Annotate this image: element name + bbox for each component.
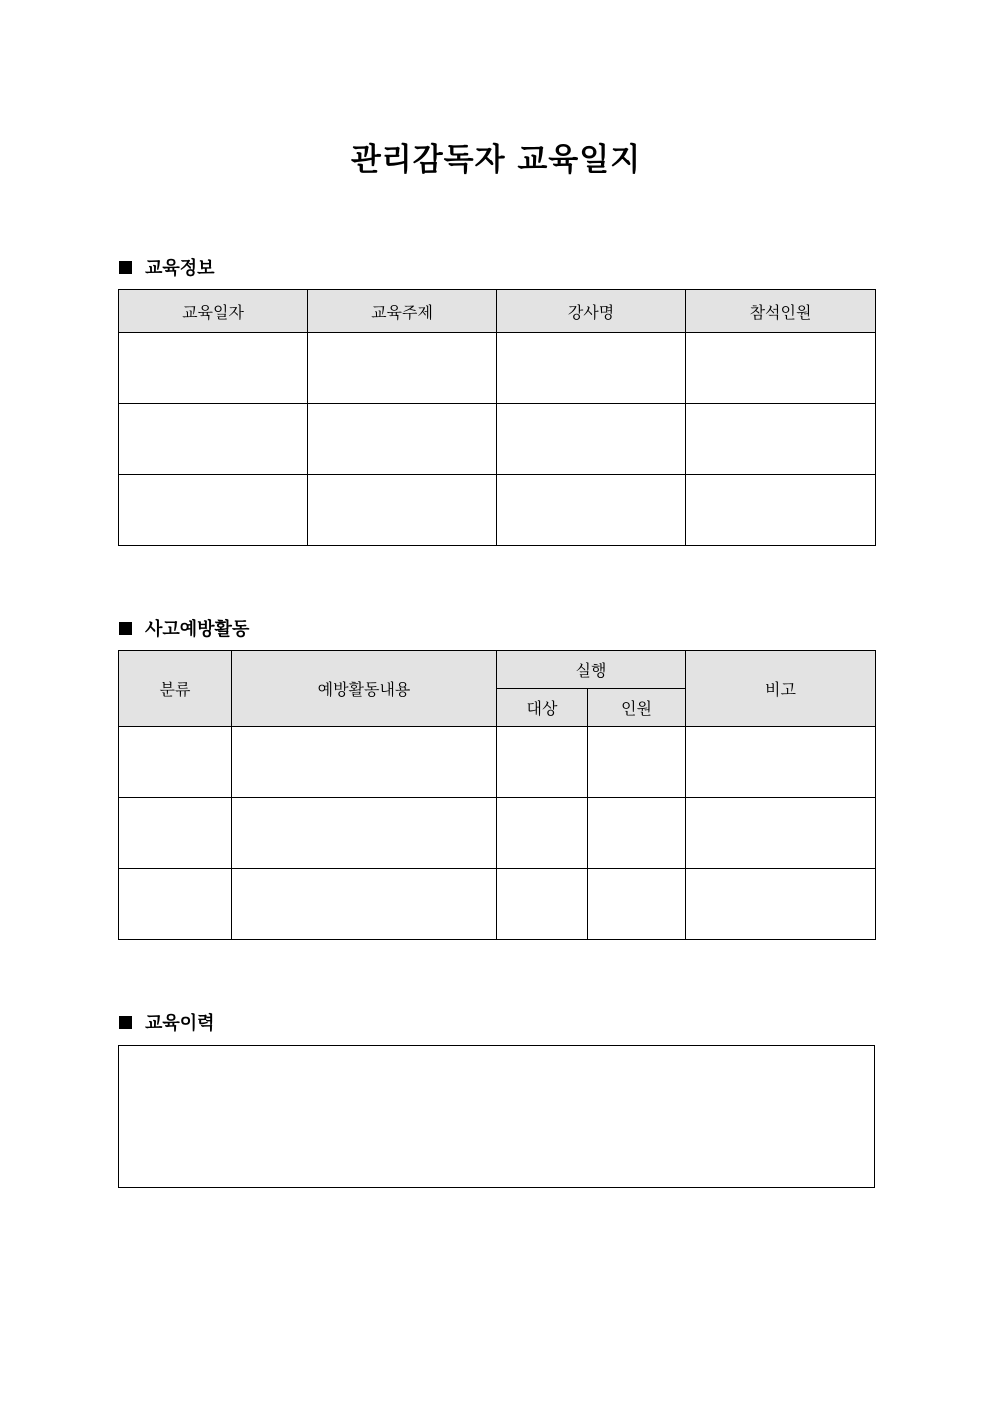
education-date-cell[interactable] bbox=[119, 404, 308, 475]
table-row bbox=[119, 727, 876, 798]
section-heading-education-info bbox=[119, 254, 215, 280]
accident-prevention-table bbox=[118, 650, 876, 940]
column-header-target: 대상 bbox=[497, 689, 588, 727]
table-header-row bbox=[119, 290, 876, 333]
prevention-content-cell[interactable] bbox=[232, 798, 497, 869]
section-title: 사고예방활동 bbox=[145, 619, 250, 640]
square-bullet-icon bbox=[119, 622, 132, 635]
page-title: 관리감독자 교육일지 bbox=[350, 142, 642, 178]
target-cell[interactable] bbox=[497, 798, 588, 869]
column-header-instructor: 강사명 bbox=[497, 290, 686, 333]
prevention-content-cell[interactable] bbox=[232, 727, 497, 798]
column-header-education-topic: 교육주제 bbox=[308, 290, 497, 333]
personnel-cell[interactable] bbox=[588, 798, 686, 869]
column-header-education-date: 교육일자 bbox=[119, 290, 308, 333]
education-topic-cell[interactable] bbox=[308, 333, 497, 404]
attendees-cell[interactable] bbox=[686, 475, 876, 546]
personnel-cell[interactable] bbox=[588, 869, 686, 940]
instructor-cell[interactable] bbox=[497, 404, 686, 475]
education-info-table bbox=[118, 289, 876, 546]
column-header-execution: 실행 bbox=[497, 651, 686, 689]
attendees-cell[interactable] bbox=[686, 404, 876, 475]
prevention-content-cell[interactable] bbox=[232, 869, 497, 940]
category-cell[interactable] bbox=[119, 869, 232, 940]
section-heading-education-history bbox=[119, 1009, 215, 1035]
section-heading-accident-prevention bbox=[119, 615, 249, 641]
target-cell[interactable] bbox=[497, 727, 588, 798]
instructor-cell[interactable] bbox=[497, 333, 686, 404]
table-row bbox=[119, 333, 876, 404]
attendees-cell[interactable] bbox=[686, 333, 876, 404]
column-header-personnel: 인원 bbox=[588, 689, 686, 727]
column-header-prevention-content: 예방활동내용 bbox=[232, 651, 497, 727]
square-bullet-icon bbox=[119, 261, 132, 274]
category-cell[interactable] bbox=[119, 727, 232, 798]
target-cell[interactable] bbox=[497, 869, 588, 940]
section-title: 교육이력 bbox=[145, 1013, 215, 1034]
column-header-remarks: 비고 bbox=[686, 651, 876, 727]
table-header-row bbox=[119, 651, 876, 689]
section-title: 교육정보 bbox=[145, 258, 215, 279]
education-date-cell[interactable] bbox=[119, 333, 308, 404]
square-bullet-icon bbox=[119, 1016, 132, 1029]
table-row bbox=[119, 869, 876, 940]
education-date-cell[interactable] bbox=[119, 475, 308, 546]
education-topic-cell[interactable] bbox=[308, 404, 497, 475]
column-header-category: 분류 bbox=[119, 651, 232, 727]
education-topic-cell[interactable] bbox=[308, 475, 497, 546]
education-history-box[interactable] bbox=[118, 1045, 875, 1188]
table-row bbox=[119, 404, 876, 475]
remarks-cell[interactable] bbox=[686, 727, 876, 798]
table-row bbox=[119, 798, 876, 869]
personnel-cell[interactable] bbox=[588, 727, 686, 798]
table-row bbox=[119, 475, 876, 546]
remarks-cell[interactable] bbox=[686, 798, 876, 869]
remarks-cell[interactable] bbox=[686, 869, 876, 940]
category-cell[interactable] bbox=[119, 798, 232, 869]
column-header-attendees: 참석인원 bbox=[686, 290, 876, 333]
instructor-cell[interactable] bbox=[497, 475, 686, 546]
